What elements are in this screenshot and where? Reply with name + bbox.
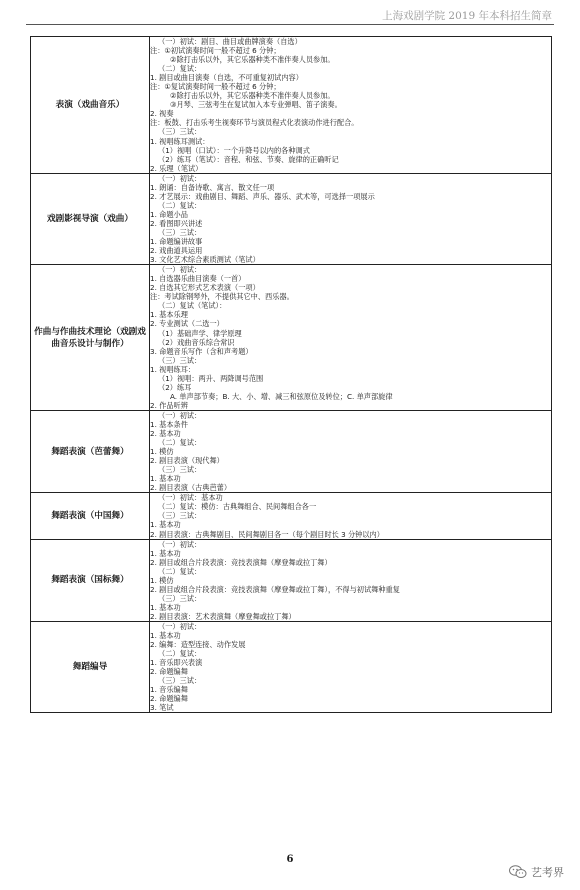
table-row xyxy=(31,493,552,539)
requirement-line: 1. 朗诵：自备诗歌、寓言、散文任一项 xyxy=(150,182,275,192)
requirement-line: 1. 基本功 xyxy=(150,548,181,558)
requirement-line: 1. 基本功 xyxy=(150,474,181,484)
major-name-cell: 舞蹈表演（国标舞） xyxy=(31,539,150,621)
requirement-line: 注：①复试演奏时间一般不超过 6 分钟； xyxy=(150,82,281,92)
major-name-cell: 舞蹈编导 xyxy=(31,622,150,713)
exam-requirements-cell xyxy=(150,37,552,174)
exam-requirements-cell xyxy=(150,622,552,713)
requirement-line: 1. 基本条件 xyxy=(150,419,188,429)
requirement-line: （2）练耳 xyxy=(158,382,192,392)
requirement-line: 2. 剧目表演：艺术表演舞（摩登舞或拉丁舞） xyxy=(150,611,296,621)
requirement-line: （二）复试：模仿：古典舞组合、民间舞组合各一 xyxy=(158,502,317,512)
page-number: 6 xyxy=(286,854,294,865)
major-name-cell: 表演（戏曲音乐） xyxy=(31,37,150,174)
requirement-line: （1）视唱：两升、两降调号范围 xyxy=(158,373,264,383)
requirement-line: 1. 基本功 xyxy=(150,520,181,530)
requirement-line: （一）初试：基本功 xyxy=(158,493,223,503)
requirement-line: 2. 命题编舞 xyxy=(150,694,188,704)
requirement-line: （三）三试： xyxy=(158,227,202,237)
exam-content-table xyxy=(30,36,552,713)
requirement-line: 1. 音乐编舞 xyxy=(150,685,188,695)
exam-requirements-cell xyxy=(150,265,552,411)
requirement-line: （二）复试： xyxy=(158,64,202,74)
requirement-line: （一）初试： xyxy=(158,173,202,183)
requirement-line: 2. 作品听辨 xyxy=(150,400,188,410)
requirement-line: 注：板鼓、打击乐考生视奏环节与演员程式化表演动作进行配合。 xyxy=(150,118,359,128)
requirement-line: 1. 模仿 xyxy=(150,575,174,585)
requirement-line: （二）复试： xyxy=(158,200,202,210)
table-row xyxy=(31,539,552,621)
watermark xyxy=(509,864,564,880)
exam-requirements-cell xyxy=(150,539,552,621)
requirement-line: （三）三试： xyxy=(158,465,202,475)
requirement-line: 2. 剧目表演（古典芭蕾） xyxy=(150,483,232,493)
requirement-line: 3. 命题音乐写作（含和声考题） xyxy=(150,346,253,356)
requirement-line: （三）三试： xyxy=(158,593,202,603)
table-row xyxy=(31,173,552,264)
requirement-line: （一）初试： xyxy=(158,539,202,549)
requirement-line: 2. 乐理（笔试） xyxy=(150,163,203,173)
requirement-line: （1）基础声学、律学原理 xyxy=(158,328,242,338)
requirement-line: 2. 剧目或组合片段表演：竞技表演舞（摩登舞或拉丁舞） xyxy=(150,557,332,567)
requirement-line: 2. 视奏 xyxy=(150,109,174,119)
table-row xyxy=(31,265,552,411)
watermark-text: 艺考界 xyxy=(531,866,564,879)
requirement-line: 2. 才艺展示：戏曲剧目、舞蹈、声乐、器乐、武术等，可选择一项展示 xyxy=(150,191,375,201)
requirement-line: 2. 剧目或组合片段表演：竞技表演舞（摩登舞或拉丁舞），不得与初试舞种重复 xyxy=(150,584,400,594)
requirement-line: 1. 自选器乐曲目演奏（一首） xyxy=(150,274,246,284)
requirement-line: （2）练耳（笔试）：音程、和弦、节奏、旋律的正确听记 xyxy=(158,154,339,164)
requirement-line: 2. 戏曲道具运用 xyxy=(150,246,203,256)
requirement-line: 2. 基本功 xyxy=(150,429,181,439)
requirement-line: （三）三试： xyxy=(158,511,202,521)
requirement-line: 1. 剧目或曲目演奏（自选，不可重复初试内容） xyxy=(150,73,303,83)
requirement-line: （三）三试： xyxy=(158,127,202,137)
requirement-line: 1. 基本功 xyxy=(150,602,181,612)
requirement-line: （二）复试： xyxy=(158,566,202,576)
requirement-line: （2）戏曲音乐综合常识 xyxy=(158,337,235,347)
requirement-line: 3. 文化艺术综合素质测试（笔试） xyxy=(150,255,260,265)
table-row xyxy=(31,622,552,713)
table-row xyxy=(31,37,552,174)
requirement-line: A. 单声部节奏；B. 大、小、增、减三和弦原位及转位；C. 单声部旋律 xyxy=(170,391,393,401)
requirement-line: 1. 视唱练耳： xyxy=(150,364,196,374)
requirement-line: 3. 笔试 xyxy=(150,703,174,713)
requirement-line: ②除打击乐以外，其它乐器种类不准伴奏人员参加。 xyxy=(170,91,335,101)
requirement-line: 1. 命题编讲故事 xyxy=(150,237,203,247)
major-name-cell: 舞蹈表演（中国舞） xyxy=(31,493,150,539)
requirement-line: ②除打击乐以外，其它乐器种类不准伴奏人员参加。 xyxy=(170,55,335,65)
requirement-line: 2. 专业测试（二选一） xyxy=(150,319,224,329)
requirement-line: （二）复试（笔试）： xyxy=(158,301,227,311)
requirement-line: 1. 模仿 xyxy=(150,447,174,457)
requirement-line: 1. 基本乐理 xyxy=(150,310,188,320)
requirement-line: 2. 编舞：造型连接、动作发展 xyxy=(150,640,246,650)
requirement-line: 2. 看图即兴讲述 xyxy=(150,218,203,228)
wechat-icon xyxy=(509,865,527,879)
page-header-title: 上海戏剧学院 2019 年本科招生简章 xyxy=(382,10,552,22)
requirement-line: （一）初试： xyxy=(158,622,202,631)
requirement-line: 1. 基本功 xyxy=(150,631,181,641)
major-name-cell: 戏剧影视导演（戏曲） xyxy=(31,173,150,264)
requirement-line: ③月琴、三弦考生在复试加入本专业弹唱、笛子演奏。 xyxy=(170,100,342,110)
requirement-line: （1）视唱（口试）：一个升降号以内的各种调式 xyxy=(158,145,310,155)
requirement-line: （三）三试： xyxy=(158,355,202,365)
requirement-line: （二）复试： xyxy=(158,438,202,448)
requirement-line: 2. 自选其它形式艺术表演（一项） xyxy=(150,283,260,293)
requirement-line: 2. 命题编舞 xyxy=(150,667,188,677)
requirement-line: 2. 剧目表演（现代舞） xyxy=(150,456,224,466)
requirement-line: 注：①初试演奏时间一般不超过 6 分钟； xyxy=(150,46,281,56)
major-name-cell: 作曲与作曲技术理论（戏剧戏曲音乐设计与制作） xyxy=(31,265,150,411)
major-name-cell: 舞蹈表演（芭蕾舞） xyxy=(31,410,150,492)
exam-requirements-cell xyxy=(150,410,552,492)
requirement-line: 2. 剧目表演：古典舞剧目、民间舞剧目各一（每个剧目时长 3 分钟以内） xyxy=(150,529,384,539)
header-rule xyxy=(26,24,554,25)
table-row xyxy=(31,410,552,492)
requirement-line: （一）初试： xyxy=(158,265,202,275)
requirement-line: 1. 视唱练耳测试： xyxy=(150,136,210,146)
exam-requirements-cell xyxy=(150,493,552,539)
requirement-line: 1. 命题小品 xyxy=(150,209,188,219)
requirement-line: （二）复试： xyxy=(158,649,202,659)
requirement-line: 1. 音乐即兴表演 xyxy=(150,658,203,668)
exam-requirements-cell xyxy=(150,173,552,264)
requirement-line: （一）初试： xyxy=(158,410,202,420)
requirement-line: （三）三试： xyxy=(158,676,202,686)
requirement-line: 注：考试除钢琴外，不提供其它中、西乐器。 xyxy=(150,292,294,302)
requirement-line: （一）初试：剧目、曲目或曲牌演奏（自选） xyxy=(158,37,302,46)
